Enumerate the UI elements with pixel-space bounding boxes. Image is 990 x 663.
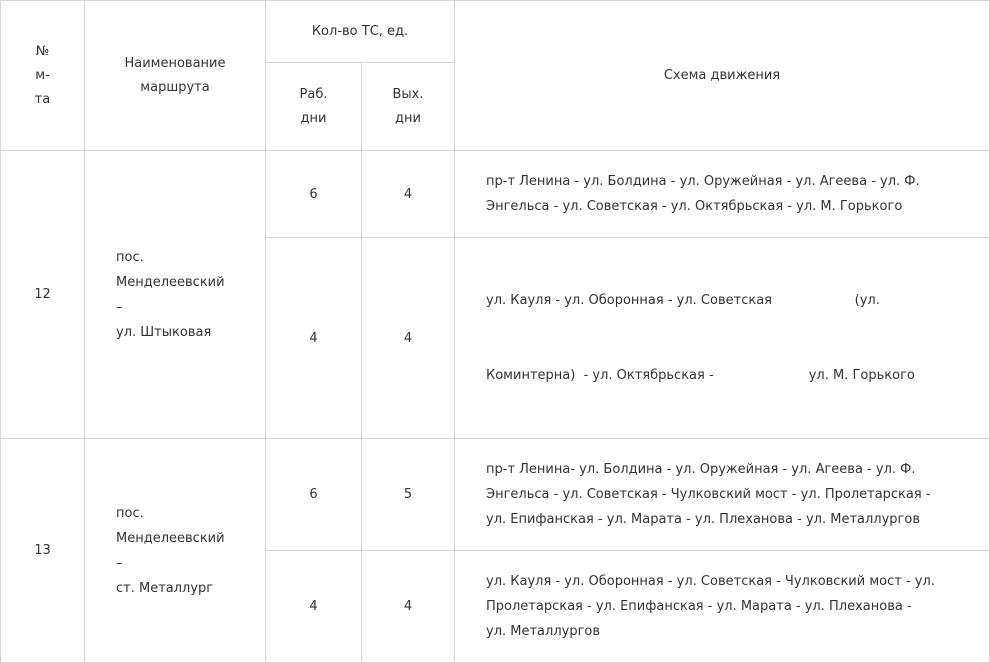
table-row bbox=[1, 151, 990, 238]
header-weekend-days: Вых. дни bbox=[362, 63, 455, 151]
route-number: 13 bbox=[1, 439, 85, 663]
weekend-days-count: 4 bbox=[362, 151, 455, 238]
route-name: пос. Менделеевский – ст. Металлург bbox=[85, 439, 266, 663]
header-route-number: № м- та bbox=[1, 1, 85, 151]
header-vehicle-count: Кол-во ТС, ед. bbox=[266, 1, 455, 63]
route-scheme: пр-т Ленина- ул. Болдина - ул. Оружейная - ул. Агеева - ул. Ф. Энгельса - ул. Советская - Чулковский мост - ул. Пролетарская - ул. Епифанская - ул. Марата - ул. Плеханова - ул. Металлургов bbox=[455, 439, 990, 551]
header-working-days: Раб. дни bbox=[266, 63, 362, 151]
route-scheme: ул. Кауля - ул. Оборонная - ул. Советская (ул. Коминтерна) - ул. Октябрьская - ул. М. Горького bbox=[455, 238, 990, 439]
weekend-days-count: 5 bbox=[362, 439, 455, 551]
route-name: пос. Менделеевский – ул. Штыковая bbox=[85, 151, 266, 439]
weekend-days-count: 4 bbox=[362, 238, 455, 439]
working-days-count: 4 bbox=[266, 551, 362, 663]
working-days-count: 6 bbox=[266, 151, 362, 238]
header-route-scheme: Схема движения bbox=[455, 1, 990, 151]
route-scheme: ул. Кауля - ул. Оборонная - ул. Советская - Чулковский мост - ул. Пролетарская - ул. Епифанская - ул. Марата - ул. Плеханова - ул. Металлургов bbox=[455, 551, 990, 663]
weekend-days-count: 4 bbox=[362, 551, 455, 663]
header-route-name: Наименование маршрута bbox=[85, 1, 266, 151]
working-days-count: 4 bbox=[266, 238, 362, 439]
table-row bbox=[1, 439, 990, 551]
route-number: 12 bbox=[1, 151, 85, 439]
route-scheme: пр-т Ленина - ул. Болдина - ул. Оружейная - ул. Агеева - ул. Ф. Энгельса - ул. Советская - ул. Октябрьская - ул. М. Горького bbox=[455, 151, 990, 238]
working-days-count: 6 bbox=[266, 439, 362, 551]
